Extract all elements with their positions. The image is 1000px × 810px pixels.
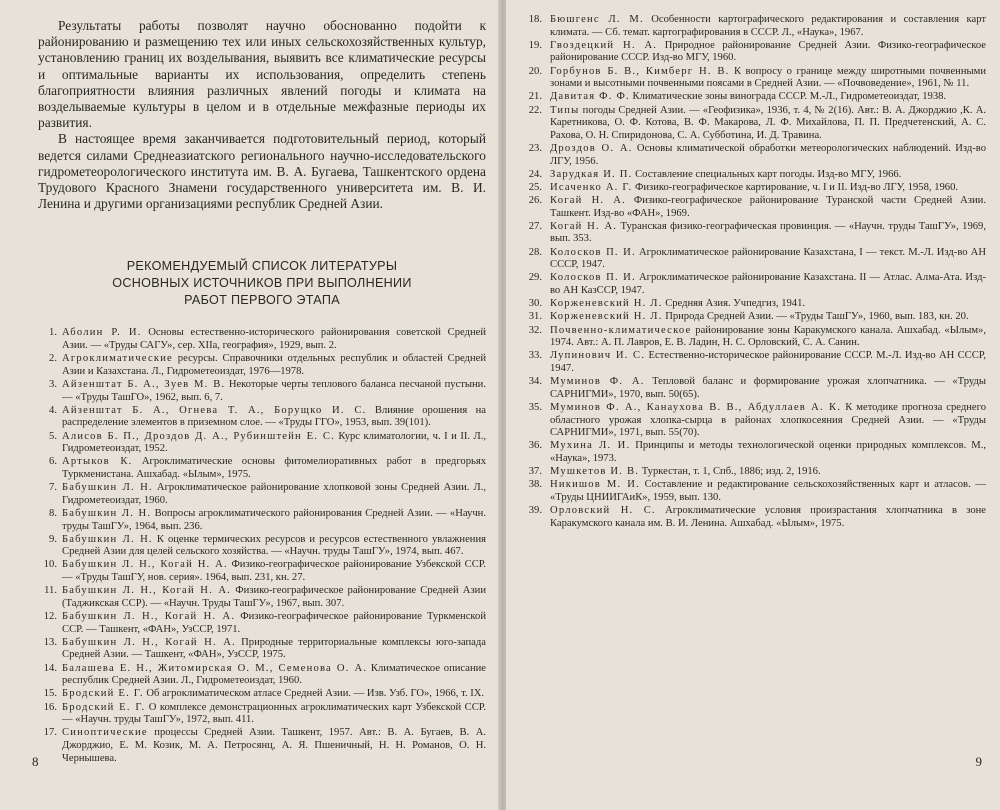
reference-item (520, 91, 986, 104)
reference-author: Когай Н. А. (550, 195, 626, 207)
reference-text: Особенности картографического редактирования и составления карт климата. — Сб. темат. картографирования в СССР. Л., «Наука», 1967. (550, 14, 986, 38)
reference-author: Мушкетов И. В. (550, 466, 640, 478)
reference-author: Бабушкин Л. Н., Когай Н. А. (62, 585, 232, 597)
heading-line-1: РЕКОМЕНДУЕМЫЙ СПИСОК ЛИТЕРАТУРЫ (126, 259, 398, 274)
reference-item (38, 727, 486, 765)
reference-item (520, 311, 986, 324)
reference-number: 18. (528, 14, 542, 25)
reference-number: 27. (528, 220, 542, 232)
reference-author: Бабушкин Л. Н. (62, 533, 153, 545)
reference-item (520, 169, 986, 182)
reference-text: О комплексе демонстрационных агроклиматических карт Узбекской ССР. — «Научн. труды ТашГУ», 1972, вып. 411. (62, 701, 486, 726)
reference-number: 20. (528, 65, 542, 77)
reference-text: Составление и редактирование сельскохозяйственных карт и атласов. — «Труды ЦНИИГАиК», 1959, вып. 130. (550, 479, 986, 503)
reference-item (520, 66, 986, 91)
reference-text: Принципы и методы технологической оценки природных комплексов. М., «Наука», 1973. (550, 440, 986, 464)
reference-list-right (520, 14, 986, 530)
reference-text: К оценке термических ресурсов и ресурсов естественного увлажнения Средней Азии для целей сельского хозяйства. — «Научн. труды ТашГУ», 1974, вып. 467. (62, 533, 486, 558)
reference-item (38, 431, 486, 456)
reference-text: Физико-географическое районирование Туркменской ССР. — Ташкент, «ФАН», УзССР, 1971. (62, 611, 486, 635)
reference-text: Агроклиматическое районирование хлопковой зоны Средней Азии. Л., Гидрометеоиздат, 1960. (62, 482, 486, 506)
reference-text: ресурсы. Справочники отдельных республик и областей Средней Азии и Казахстана. Л., Гидрометеоиздат, 1976—1978. (62, 353, 486, 377)
reference-number: 38. (528, 479, 542, 491)
reference-text: Климатическое описание республик Средней Азии. Л., Гидрометеоиздат, 1960. (62, 662, 486, 687)
reference-text: районирование зоны Каракумского канала. Ашхабад. «Ылым», 1974. Авт.: А. П. Лавров, Е. В. Ладин, Н. С. Орловский, С. А. Санин. (550, 324, 986, 349)
reference-item (38, 379, 486, 404)
reference-author: Муминов Ф. А. (550, 376, 645, 388)
reference-text: погоды Средней Азии. — «Геофизика», 1936, т. 4, № 2(16). Авт.: В. А. Джорджио ,К. А. Каретникова, О. Ф. Котова, В. Ф. Макарова, Л. Ф. Михайлова, П. П. Предчетенский, А. С. Рахова, О. Н. Спиридонова, С. А. Субботина, И. Д. Травина. (550, 104, 986, 141)
page-number-right: 9 (975, 754, 982, 769)
reference-item (520, 440, 986, 465)
reference-number: 8. (49, 507, 57, 519)
reference-author: Гвоздецкий Н. А. (550, 39, 658, 51)
intro-paragraph-2: В настоящее время заканчивается подготовительный период, который ведется силами Среднеазиатского регионального научно-исследовательского гидрометеорологического института им. В. А. Бугаева, Ташкентского ордена Трудового Красного Знамени государственного университета им. В. И. Ленина и другими организациями республик Средней Азии. (38, 131, 486, 212)
reference-text: Вопросы агроклиматического районирования Средней Азии. — «Научн. труды ТашГУ», 1964, вып. 236. (62, 507, 486, 532)
reference-number: 13. (43, 636, 57, 648)
reference-item (520, 40, 986, 65)
reference-item (38, 456, 486, 481)
reference-number: 14. (43, 662, 57, 674)
reference-author: Исаченко А. Г. (550, 181, 633, 193)
reference-item (38, 405, 486, 430)
reference-item (38, 327, 486, 352)
reference-text: Природа Средней Азии. — «Труды ТашГУ», 1960, вып. 183, кн. 20. (662, 311, 969, 323)
reference-author: Аболин Р. И. (62, 327, 142, 339)
reference-number: 3. (49, 379, 57, 390)
reference-number: 24. (528, 168, 542, 180)
reference-number: 5. (49, 430, 57, 442)
reference-author: Типы (550, 104, 580, 116)
reference-item (520, 14, 986, 39)
right-page (506, 0, 1000, 810)
reference-text: Физико-географическое районирование Туранской части Средней Азии. Ташкент. Изд-во «ФАН», 1969. (550, 195, 986, 219)
reference-number: 30. (528, 298, 542, 310)
reference-text: Туркестан, т. 1, Спб., 1886; изд. 2, 1916. (639, 466, 821, 478)
reference-item (520, 376, 986, 401)
reference-text: К методике прогноза среднего областного урожая хлопка-сырца в районах хлопкосеяния Средней Азии. — «Труды САРНИГМИ», 1971, вып. 55(70). (550, 401, 987, 439)
reference-author: Бабушкин Л. Н., Когай Н. А. (62, 559, 228, 571)
reference-text: Физико-географическое картирование, ч. I и II. Изд-во ЛГУ, 1958, 1960. (632, 181, 959, 193)
reference-text: Климатические зоны винограда СССР. М.-Л., Гидрометеоиздат, 1938. (629, 91, 947, 103)
reference-number: 12. (43, 611, 57, 623)
reference-author: Бродский Е. Г. (62, 688, 144, 700)
reference-number: 11. (44, 585, 57, 597)
reference-item (520, 505, 986, 530)
reference-number: 7. (49, 482, 57, 494)
reference-author: Когай Н. А. (550, 220, 618, 232)
reference-number: 31. (528, 311, 542, 323)
reference-number: 17. (43, 727, 57, 739)
reference-number: 23. (528, 142, 542, 154)
reference-item (520, 221, 986, 246)
reference-item (38, 585, 486, 610)
reference-author: Мухина Л. И. (550, 440, 631, 452)
reference-item (38, 559, 486, 584)
reference-number: 25. (528, 181, 542, 193)
reference-text: Влияние орошения на распределение элементов в приземном слое. — «Труды ГГО», 1953, вып. 39(101). (62, 404, 486, 429)
reference-item (38, 702, 486, 727)
heading-line-2: ОСНОВНЫХ ИСТОЧНИКОВ ПРИ ВЫПОЛНЕНИИ (112, 276, 412, 291)
reference-author: Алисов Б. П., Дроздов Д. А., Рубинштейн Е. С. (62, 430, 335, 442)
reference-item (520, 272, 986, 297)
reference-number: 15. (43, 688, 57, 700)
reference-author: Бюшгенс Л. М. (550, 14, 644, 25)
reference-text: Естественно-историческое районирование СССР. М.-Л. Изд-во АН СССР, 1947. (550, 350, 986, 374)
reference-author: Бабушкин Л. Н. (62, 507, 152, 519)
reference-item (520, 182, 986, 195)
reference-item (38, 534, 486, 559)
reference-item (38, 688, 486, 701)
reference-author: Бабушкин Л. Н., Когай Н. А. (62, 636, 236, 648)
reference-item (520, 195, 986, 220)
reference-author: Горбунов Б. В., Кимберг Н. В. (550, 65, 730, 77)
reference-number: 2. (49, 353, 57, 365)
reference-number: 26. (528, 195, 542, 207)
reference-list-left (38, 327, 486, 765)
reference-item (520, 402, 986, 440)
reference-item (520, 247, 986, 272)
reference-author: Корженевский Н. Л. (550, 298, 663, 310)
reference-author: Бабушкин Л. Н. (62, 482, 153, 494)
reference-number: 37. (528, 466, 542, 478)
reference-number: 39. (528, 505, 542, 517)
reference-text: К вопросу о границе между широтными почвенными зонами и высотными почвенными поясами в Средней Азии. — «Почвоведение», 1961, № 11. (550, 65, 986, 90)
page-number-left: 8 (32, 754, 39, 769)
reference-author: Колосков П. И. (550, 246, 636, 258)
reference-number: 6. (49, 456, 57, 468)
reference-item (520, 298, 986, 311)
reference-text: Природное районирование Средней Азии. Физико-географическое районирование СССР. Изд-во МГУ, 1960. (550, 39, 986, 64)
reference-author: Бродский Е. Г. (62, 701, 146, 713)
reference-author: Дроздов О. А. (550, 142, 633, 154)
reference-number: 28. (528, 246, 542, 258)
reference-author: Колосков П. И. (550, 272, 636, 284)
reference-text: Агроклиматические основы фитомелиоративных работ в предгорьях Туркменистана. Ашхабад. «Ылым», 1975. (62, 456, 486, 480)
reference-item (520, 105, 986, 143)
intro-paragraph-1: Результаты работы позволят научно обоснованно подойти к районированию и размещению тех или иных сельскохозяйственных культур, установлению границ их возделывания, выявить все климатические ресурсы и оптимальные варианты их использования, определить степень благоприятности влияния различных явлений погоды и климата на возделываемые культуры в целом и в отдельные межфазные периоды их развития. (38, 18, 486, 131)
reference-author: Орловский Н. С. (550, 505, 656, 517)
reference-author: Балашева Е. Н., Житомирская О. М., Семенова О. А. (62, 662, 368, 674)
reference-author: Почвенно-климатическое (550, 324, 692, 336)
reference-item (38, 353, 486, 378)
reference-author: Лупинович И. С. (550, 350, 646, 362)
reference-number: 32. (528, 324, 542, 336)
reference-item (38, 482, 486, 507)
reference-text: Туранская физико-географическая провинция. — «Научн. труды ТашГУ», 1969, вып. 353. (550, 220, 986, 245)
reference-author: Артыков К. (62, 456, 133, 468)
reference-author: Корженевский Н. Л. (550, 311, 663, 323)
reference-number: 29. (528, 272, 542, 284)
reference-text: Основы климатической обработки метеорологических наблюдений. Изд-во ЛГУ, 1956. (550, 142, 986, 167)
reference-item (38, 508, 486, 533)
reference-author: Муминов Ф. А., Канаухова В. В., Абдуллаев А. К. (550, 401, 842, 413)
reference-number: 19. (528, 39, 542, 51)
reference-text: Составление специальных карт погоды. Изд-во МГУ, 1966. (632, 168, 902, 180)
reference-text: процессы Средней Азии. Ташкент, 1957. Авт.: В. А. Бугаев, В. А. Джорджио, Е. М. Козик, М. А. Петросянц, А. Я. Пшеничный, Н. Н. Романов, О. Н. Чернышева. (62, 727, 486, 764)
reference-number: 10. (43, 559, 57, 571)
reference-item (520, 350, 986, 375)
reference-author: Айзенштат Б. А., Огнева Т. А., Борущко И. С. (62, 404, 367, 416)
reference-author: Давитая Ф. Ф. (550, 91, 630, 103)
reference-number: 9. (49, 533, 57, 545)
reference-text: Об агроклиматическом атласе Средней Азии. — Изв. Узб. ГО», 1966, т. IX. (143, 688, 485, 700)
reference-text: Физико-географическое районирование Узбекской ССР. — «Труды ТашГУ, нов. серия». 1964, вып. 231, кн. 27. (62, 559, 486, 584)
reference-author: Бабушкин Л. Н., Когай Н. А. (62, 611, 236, 623)
reference-number: 33. (528, 350, 542, 362)
reference-text: Агроклиматическое районирование Казахстана. II — Атлас. Алма-Ата. Изд-во АН КазССР, 1947. (550, 272, 986, 296)
reference-item (38, 663, 486, 688)
heading-line-3: РАБОТ ПЕРВОГО ЭТАПА (184, 293, 340, 308)
reference-number: 34. (528, 376, 542, 388)
reference-text: Природные территориальные комплексы юго-запада Средней Азии. — Ташкент, «ФАН», УзССР, 1975. (62, 636, 486, 661)
reference-number: 4. (49, 404, 57, 416)
reference-text: Некоторые черты теплового баланса песчаной пустыни. — «Труды ТашГО», 1962, вып. 6, 7. (62, 379, 487, 403)
reference-author: Агроклиматические (62, 353, 173, 365)
reference-number: 16. (43, 701, 57, 713)
reference-text: Агроклиматические условия произрастания хлопчатника в зоне Каракумского канала им. В. И. Ленина. Ашхабад. «Ылым», 1975. (550, 505, 986, 529)
reference-item (38, 637, 486, 662)
reference-number: 22. (528, 104, 542, 116)
reference-text: Средняя Азия. Учпедгиз, 1941. (662, 298, 806, 310)
bibliography-heading (38, 258, 486, 309)
reference-number: 1. (49, 327, 57, 339)
reference-author: Зарудкая И. П. (550, 168, 633, 180)
reference-number: 36. (528, 440, 542, 452)
reference-item (38, 611, 486, 636)
reference-number: 35. (528, 401, 542, 413)
reference-author: Никишов М. И. (550, 479, 640, 491)
reference-text: Тепловой баланс и формирование урожая хлопчатника. — «Труды САРНИГМИ», 1970, вып. 50(65). (550, 376, 986, 400)
reference-text: Основы естественно-исторического районирования советской Средней Азии. — «Труды САГУ», сер. XIIа, география», 1929, вып. 2. (62, 327, 486, 352)
reference-item (520, 466, 986, 479)
reference-author: Синоптические (62, 727, 148, 739)
reference-item (520, 143, 986, 168)
reference-text: Курс климатологии, ч. I и II. Л., Гидрометеоиздат, 1952. (62, 430, 486, 455)
reference-author: Айзенштат Б. А., Зуев М. В. (62, 379, 226, 390)
reference-item (520, 479, 986, 504)
reference-text: Физико-географическое районирование Средней Азии (Таджикская ССР). — «Научн. Труды ТашГУ», 1967, вып. 307. (62, 585, 486, 609)
reference-item (520, 325, 986, 350)
reference-number: 21. (528, 91, 542, 103)
reference-text: Агроклиматическое районирование Казахстана, I — текст. М.-Л. Изд-во АН СССР, 1947. (550, 246, 986, 271)
